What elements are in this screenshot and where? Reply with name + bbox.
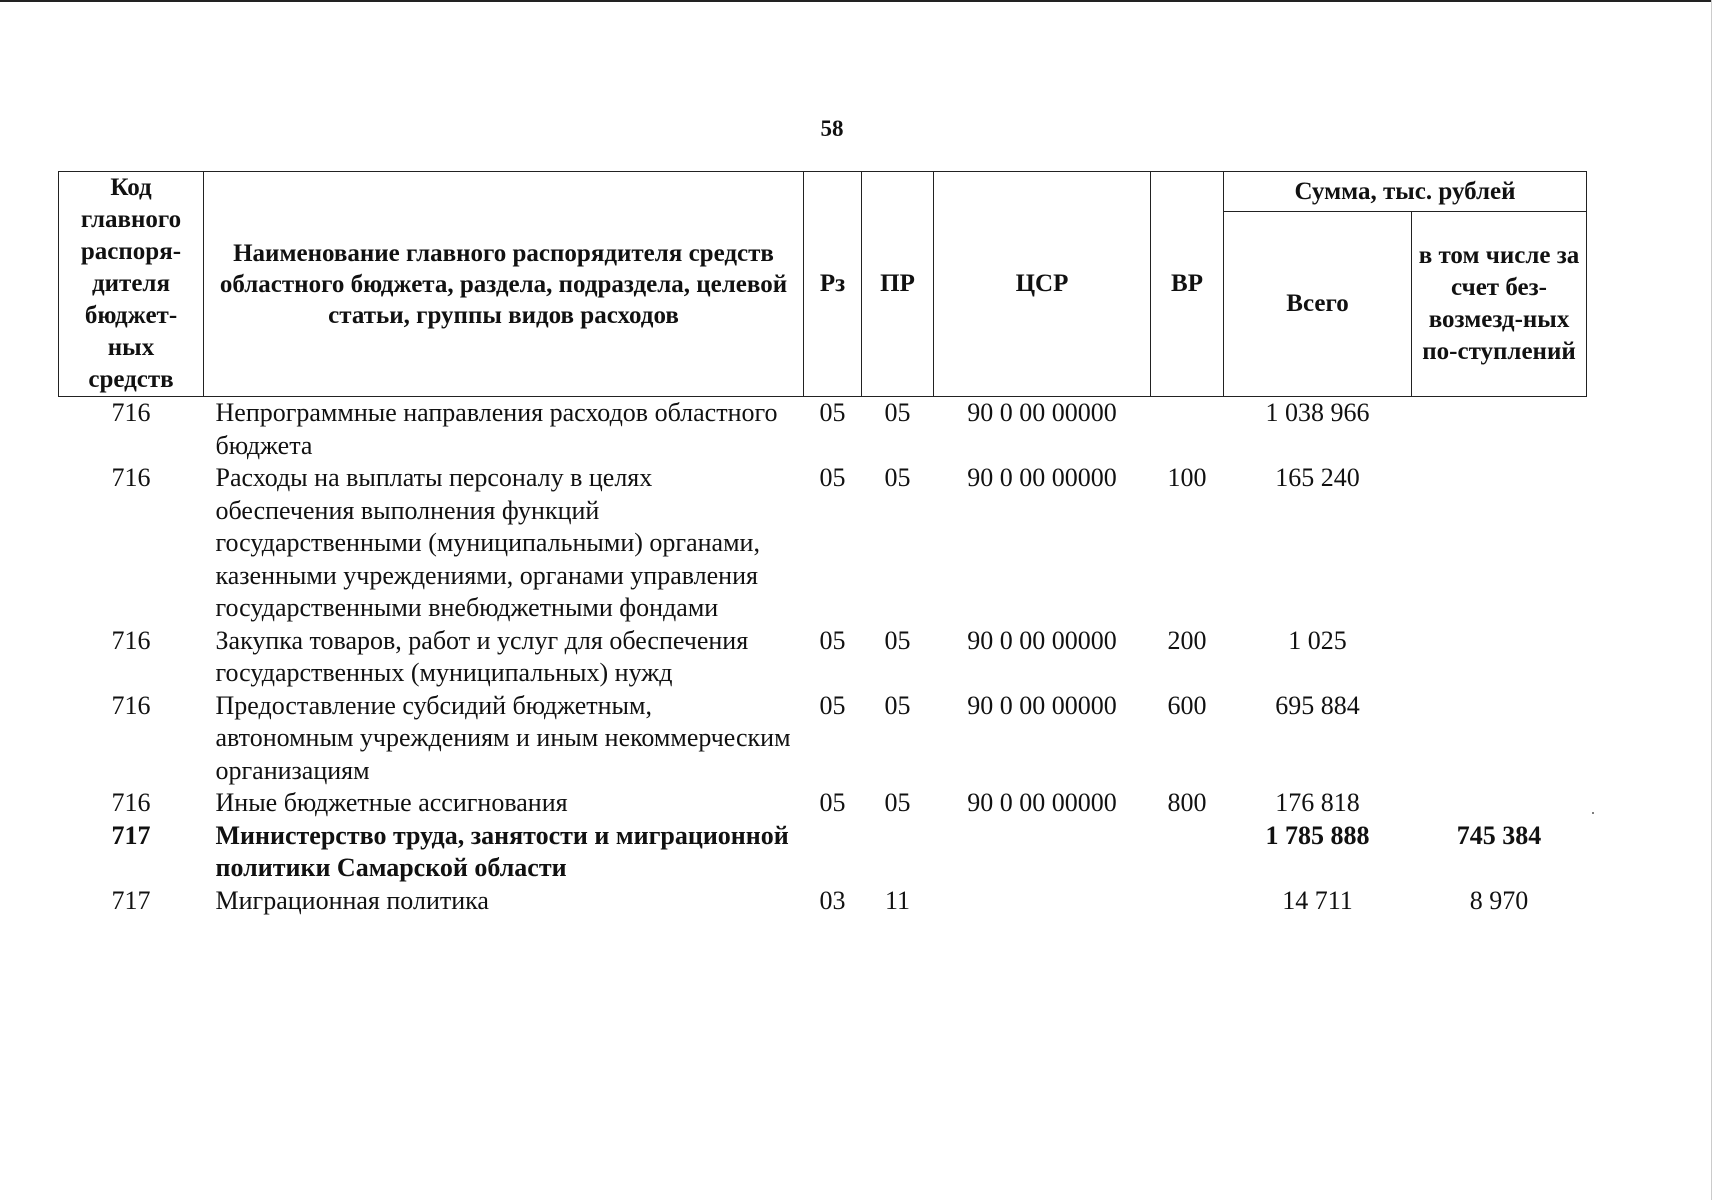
table-body [59, 397, 1587, 918]
cell-pr: 05 [884, 788, 911, 817]
cell-pr: 05 [884, 690, 911, 720]
cell-rz: 05 [819, 463, 846, 492]
cell-free-receipts [1412, 462, 1587, 625]
cell-vr: 600 [1167, 690, 1207, 720]
cell-name: Закупка товаров, работ и услуг для обеспечения государственных (муниципальных) нужд [215, 625, 749, 687]
cell-vr [1151, 397, 1224, 463]
cell-csr: 90 0 00 00000 [967, 398, 1117, 427]
cell-total: 165 240 [1275, 463, 1360, 492]
cell-name: Иные бюджетные ассигнования [215, 788, 568, 817]
table-row [59, 690, 1587, 788]
cell-name: Непрограммные направления расходов областного бюджета [215, 398, 778, 460]
cell-free-receipts [1412, 397, 1587, 463]
cell-pr: 05 [884, 398, 911, 427]
header-pr: ПР [862, 172, 934, 397]
cell-total: 1 025 [1288, 625, 1347, 655]
cell-csr: 90 0 00 00000 [967, 463, 1117, 492]
header-total: Всего [1224, 212, 1412, 397]
header-sum-group: Сумма, тыс. рублей [1224, 172, 1587, 212]
cell-pr: 11 [884, 885, 911, 915]
budget-table [58, 171, 1587, 917]
table-row [59, 397, 1587, 463]
header-name: Наименование главного распорядителя средств областного бюджета, раздела, подраздела, целевой статьи, группы видов расходов [204, 172, 804, 397]
cell-free-receipts [1412, 690, 1587, 788]
cell-code: 716 [111, 788, 151, 817]
cell-vr [1151, 820, 1224, 885]
cell-rz: 05 [819, 690, 846, 720]
cell-code: 717 [111, 820, 151, 850]
cell-total: 176 818 [1275, 788, 1360, 817]
cell-total: 695 884 [1275, 690, 1360, 720]
scan-speck [1592, 812, 1594, 814]
cell-rz: 05 [819, 625, 846, 655]
header-vr: ВР [1151, 172, 1224, 397]
cell-csr [934, 885, 1151, 918]
table-row [59, 820, 1587, 885]
header-rz: Рз [804, 172, 862, 397]
cell-free-receipts [1412, 787, 1587, 820]
table-row [59, 462, 1587, 625]
cell-name: Министерство труда, занятости и миграционной политики Самарской области [215, 820, 789, 882]
header-csr: ЦСР [934, 172, 1151, 397]
cell-code: 716 [111, 463, 151, 492]
cell-code: 716 [111, 625, 151, 655]
page-top-border [0, 0, 1712, 2]
table-row [59, 885, 1587, 918]
cell-name: Расходы на выплаты персоналу в целях обеспечения выполнения функций государственными (муниципальными) органами, казенными учреждениями, органами управления государственными внебюджетными фондами [215, 463, 760, 622]
cell-rz: 05 [819, 788, 846, 817]
cell-vr: 200 [1167, 625, 1207, 655]
cell-code: 717 [111, 885, 151, 915]
cell-vr: 100 [1167, 463, 1207, 492]
page-number: 58 [820, 116, 844, 141]
header-free-receipts: в том числе за счет без-возмезд-ных по-ступлений [1412, 212, 1587, 397]
cell-pr [862, 820, 934, 885]
cell-vr: 800 [1167, 788, 1207, 817]
cell-rz: 05 [819, 398, 846, 427]
table-header [59, 172, 1587, 397]
cell-csr: 90 0 00 00000 [967, 625, 1117, 655]
cell-csr [934, 820, 1151, 885]
cell-pr: 05 [884, 463, 911, 492]
table-row [59, 625, 1587, 690]
cell-total: 14 711 [1282, 885, 1353, 915]
table-row [59, 787, 1587, 820]
cell-code: 716 [111, 690, 151, 720]
cell-rz [804, 820, 862, 885]
cell-csr: 90 0 00 00000 [967, 788, 1117, 817]
cell-total: 1 785 888 [1265, 820, 1370, 850]
cell-name: Предоставление субсидий бюджетным, автономным учреждениям и иным некоммерческим организациям [215, 690, 791, 785]
cell-pr: 05 [884, 625, 911, 655]
header-code: Код главного распоря-дителя бюджет-ных средств [59, 172, 204, 397]
cell-code: 716 [111, 398, 151, 427]
cell-free-receipts: 745 384 [1456, 820, 1542, 850]
cell-free-receipts [1412, 625, 1587, 690]
cell-csr: 90 0 00 00000 [967, 690, 1117, 720]
cell-total: 1 038 966 [1265, 398, 1370, 427]
cell-vr [1151, 885, 1224, 918]
cell-free-receipts: 8 970 [1469, 885, 1529, 915]
cell-name: Миграционная политика [215, 885, 489, 915]
cell-rz: 03 [819, 885, 846, 915]
